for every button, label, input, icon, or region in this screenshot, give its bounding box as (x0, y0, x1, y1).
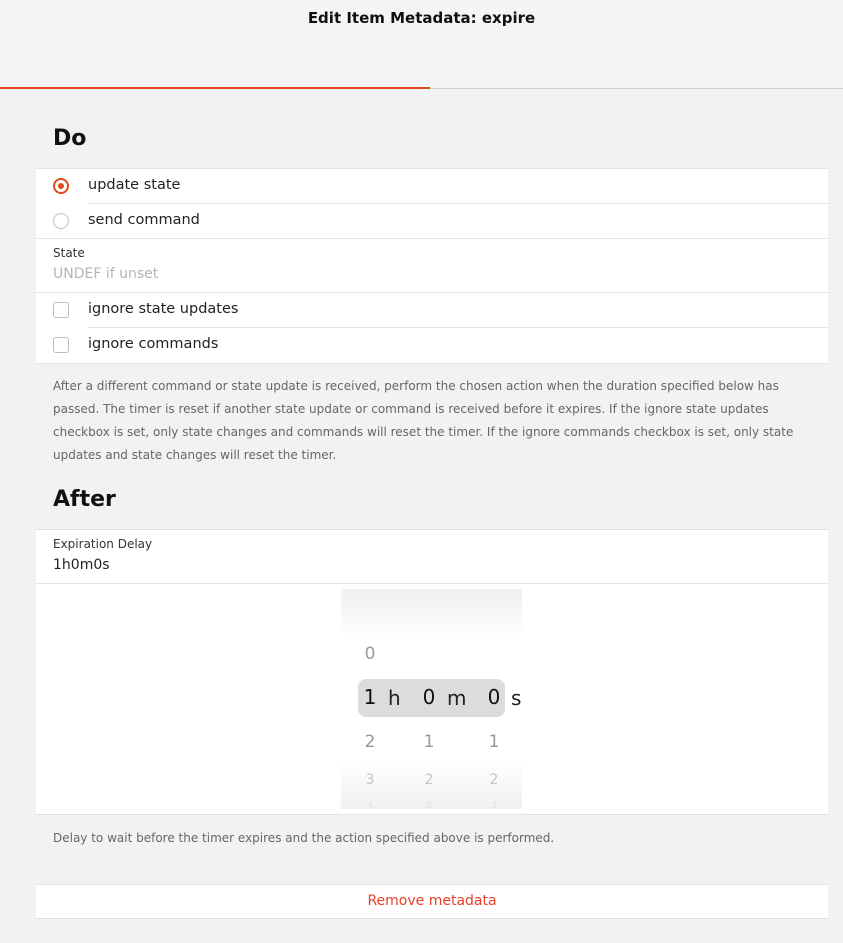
radio-button[interactable] (53, 213, 69, 229)
delay-field-label: Expiration Delay (53, 537, 153, 551)
state-field-label: State (53, 246, 85, 260)
hours-selected[interactable]: 1 (363, 685, 377, 709)
navbar (0, 0, 843, 89)
checkbox[interactable] (53, 302, 69, 318)
checkbox-ignore-commands[interactable] (36, 328, 828, 363)
after-section-title: After (53, 487, 116, 512)
seconds-option[interactable]: 2 (489, 772, 499, 788)
seconds-option[interactable]: 1 (488, 732, 500, 752)
after-description: Delay to wait before the timer expires and the action specified above is performed. (53, 831, 555, 845)
hours-option[interactable]: 3 (365, 772, 375, 788)
radio-label: update state (88, 177, 181, 193)
do-description: After a different command or state update is received, perform the chosen action when the duration specified below has passed. The timer is reset if another state update or command is received before it expires. If the ignore state updates checkbox is set, only state changes and commands will reset the timer. If the ignore commands checkbox is set, only state updates and state changes will reset the timer. (53, 379, 794, 462)
hours-option[interactable]: 0 (364, 644, 376, 664)
checkbox[interactable] (53, 337, 69, 353)
state-field[interactable] (36, 239, 828, 293)
radio-button-checked[interactable] (53, 178, 69, 194)
page-title: Edit Item Metadata: expire (307, 9, 536, 27)
duration-picker-area (36, 584, 828, 814)
checkbox-ignore-state-updates[interactable] (36, 293, 828, 328)
progress-bar (0, 87, 430, 89)
seconds-unit: s (511, 686, 522, 710)
delay-input[interactable]: 1h0m0s (53, 557, 110, 573)
remove-metadata-button[interactable]: Remove metadata (367, 893, 497, 909)
hours-unit: h (388, 686, 401, 710)
delay-card (36, 529, 828, 815)
remove-metadata-row[interactable] (36, 884, 828, 919)
checkbox-label: ignore commands (88, 336, 219, 352)
minutes-option[interactable]: 1 (423, 732, 435, 752)
seconds-selected[interactable]: 0 (487, 685, 501, 709)
minutes-selected[interactable]: 0 (422, 685, 436, 709)
expiration-delay-field[interactable] (36, 530, 828, 584)
seconds-option[interactable]: 3 (490, 800, 498, 811)
state-input[interactable]: UNDEF if unset (53, 266, 159, 282)
radio-send-command[interactable] (36, 204, 828, 239)
radio-label: send command (88, 212, 200, 228)
hours-option[interactable]: 2 (364, 732, 376, 752)
checkbox-label: ignore state updates (88, 301, 239, 317)
options-card (36, 238, 828, 364)
radio-update-state[interactable] (36, 169, 828, 204)
action-radio-list (36, 168, 828, 239)
minutes-unit: m (447, 686, 467, 710)
minutes-option[interactable]: 3 (425, 800, 433, 811)
duration-picker[interactable] (341, 589, 522, 809)
minutes-option[interactable]: 2 (424, 772, 434, 788)
do-section-title: Do (53, 126, 87, 151)
hours-option[interactable]: 4 (366, 800, 374, 811)
